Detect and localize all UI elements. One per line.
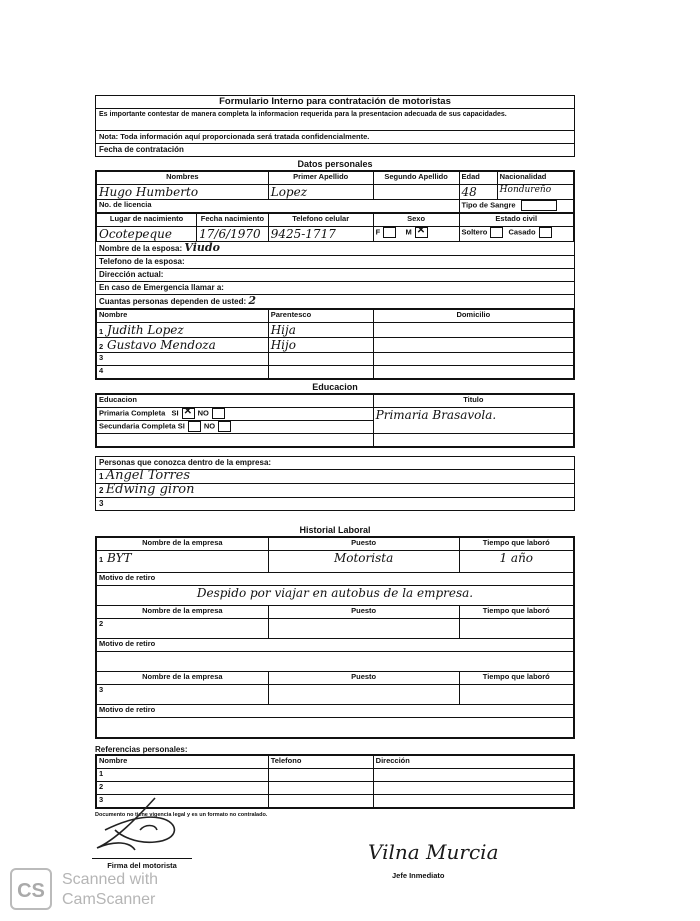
history-section-title: Historial Laboral <box>299 525 371 535</box>
contract-form <box>95 95 575 818</box>
list-item: 3 <box>99 499 104 508</box>
sex-f-checkbox <box>383 227 396 238</box>
emergency-label: En caso de Emergencia llamar a: <box>96 282 574 295</box>
dependents-table <box>96 309 574 379</box>
spouse-phone-label: Telefono de la esposa: <box>96 256 574 269</box>
age-value: 48 <box>461 185 477 199</box>
birthplace-value: Ocotepeque <box>99 227 173 241</box>
boss-signature: Vilna Murcia <box>368 840 499 864</box>
table-row: 2 Gustavo Mendoza Hijo <box>97 338 574 353</box>
education-section-title: Educacion <box>312 382 358 392</box>
known-name: Edwing giron <box>105 482 195 497</box>
hire-date-label: Fecha de contratación <box>99 145 184 154</box>
personal-section-title: Datos personales <box>297 159 373 169</box>
birthdate-label: Fecha nacimiento <box>200 214 265 223</box>
dep-name: Gustavo Mendoza <box>107 338 216 352</box>
notice-text: Es importante contestar de manera completa la informacion requerida para la presentacion adecuada de sus capacidades. <box>96 109 574 131</box>
secondary-no-checkbox <box>218 421 231 432</box>
reason-label: Motivo de retiro <box>99 573 156 582</box>
scanner-line-2: CamScanner <box>62 891 156 908</box>
known-people-box <box>95 456 575 511</box>
known-label: Personas que conozca dentro de la empresa: <box>96 457 574 470</box>
dep-rel: Hija <box>270 323 296 337</box>
job-company: BYT <box>107 551 132 565</box>
single-checkbox <box>490 227 503 238</box>
legal-note: Documento no tiene vigencia legal y es un formato no contralado. <box>95 812 268 818</box>
personal-data-box <box>95 170 575 380</box>
dep-home-header: Domicilio <box>456 310 491 319</box>
sex-f-label: F <box>375 227 381 237</box>
secondary-si-checkbox <box>188 421 201 432</box>
dependents-label: Cuantas personas dependen de usted: <box>99 297 247 306</box>
known-name: Angel Torres <box>105 468 191 483</box>
secondary-label: Secundaria Completa <box>99 421 176 431</box>
spouse-label: Nombre de la esposa: <box>99 244 183 253</box>
table-row: 3 <box>97 795 574 808</box>
married-label: Casado <box>508 227 536 237</box>
dep-rel-header: Parentesco <box>270 310 312 319</box>
last2-label: Segundo Apellido <box>384 172 448 181</box>
driver-signature-image <box>85 790 195 860</box>
boss-signature-label: Jefe Inmediato <box>392 871 445 880</box>
phone-value: 9425-1717 <box>270 227 336 241</box>
last1-value: Lopez <box>270 185 308 199</box>
job-reason: Despido por viajar en autobus de la empresa. <box>196 586 474 600</box>
single-label: Soltero <box>461 227 488 237</box>
title-value: Primaria Brasavola. <box>375 408 497 422</box>
names-label: Nombres <box>166 172 199 181</box>
form-header <box>95 95 575 157</box>
education-label: Educacion <box>99 395 137 404</box>
license-label: No. de licencia <box>99 200 152 209</box>
table-row: 3 <box>97 353 574 366</box>
nationality-label: Nacionalidad <box>499 172 547 181</box>
spouse-row <box>96 242 574 256</box>
dependents-value: 2 <box>248 294 257 307</box>
confidential-note: Nota: Toda información aquí proporcionada será tratada confidencialmente. <box>96 131 574 144</box>
dep-rel: Hijo <box>270 338 296 352</box>
table-row: 2 <box>97 782 574 795</box>
dep-name: Judith Lopez <box>107 323 184 337</box>
camscanner-watermark <box>62 870 158 910</box>
camscanner-logo-icon: CS <box>10 868 52 910</box>
nationality-value: Hondureño <box>499 185 552 195</box>
sex-m-checkbox <box>415 227 428 238</box>
names-value: Hugo Humberto <box>99 185 199 199</box>
blood-label: Tipo de Sangre <box>461 200 516 210</box>
birthplace-label: Lugar de nacimiento <box>109 214 184 223</box>
references-box: Nombre Telefono Dirección 1 2 3 <box>95 754 575 809</box>
sex-label: Sexo <box>407 214 426 223</box>
sex-m-label: M <box>405 227 412 237</box>
dep-name-header: Nombre <box>99 310 128 319</box>
table-row: 1 <box>97 769 574 782</box>
last1-label: Primer Apellido <box>293 172 349 181</box>
driver-signature-label: Firma del motorista <box>92 858 192 870</box>
marital-label: Estado civil <box>495 214 538 223</box>
job-time: 1 año <box>499 551 534 565</box>
table-row: 1 Judith Lopez Hija <box>97 323 574 338</box>
form-title: Formulario Interno para contratación de motoristas <box>96 96 574 109</box>
scanner-line-1: Scanned with <box>62 871 159 888</box>
birthdate-value: 17/6/1970 <box>199 227 261 241</box>
title-label: Titulo <box>463 395 484 404</box>
primary-no-checkbox <box>212 408 225 419</box>
spouse-value: Viudo <box>184 241 220 254</box>
blood-box <box>521 200 557 211</box>
dependents-row <box>96 295 574 309</box>
primary-si-checkbox <box>182 408 195 419</box>
education-box: Educacion Titulo Primaria Completa SI✕ NO Primaria Brasavola. Secundaria Completa SI NO <box>95 393 575 448</box>
married-checkbox <box>539 227 552 238</box>
references-label: Referencias personales: <box>95 745 188 754</box>
phone-label: Telefono celular <box>292 214 350 223</box>
age-label: Edad <box>461 172 480 181</box>
primary-label: Primaria Completa <box>99 408 166 418</box>
table-row: 4 <box>97 366 574 379</box>
list-item: 1 Angel Torres <box>96 470 574 484</box>
address-label: Dirección actual: <box>96 269 574 282</box>
job-position: Motorista <box>333 551 394 565</box>
list-item: 2 Edwing giron <box>96 484 574 498</box>
history-box: Nombre de la empresa Puesto Tiempo que laboró 1 BYT Motorista 1 año Motivo de retiro Despido por viajar en autobus de la empresa. Nombre de la empresa Puesto Tiempo que laboró 2 Motivo de retiro Nombre de la empresa Puesto Tiempo que laboró 3 Motivo de retiro <box>95 536 575 739</box>
